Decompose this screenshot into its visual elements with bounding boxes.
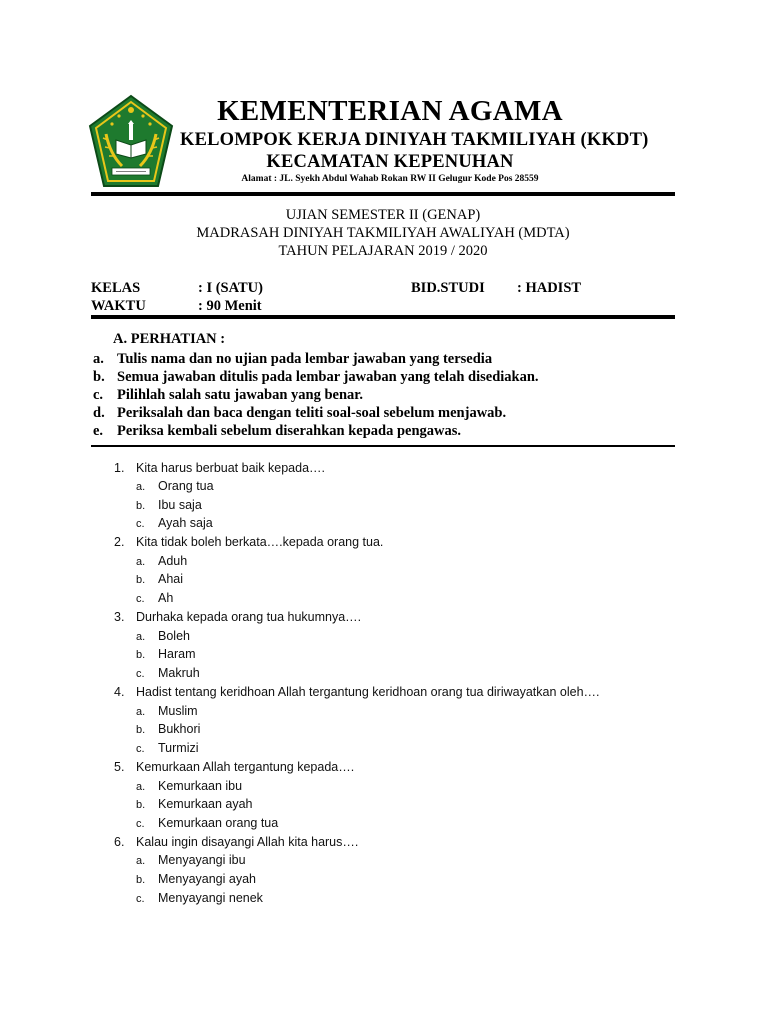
bid-studi-label: BID.STUDI xyxy=(411,280,485,296)
answer-option xyxy=(136,779,242,793)
option-text: Muslim xyxy=(158,704,198,718)
instruction-text: Semua jawaban ditulis pada lembar jawaban yang telah disediakan. xyxy=(117,369,539,385)
question-text: Kita tidak boleh berkata….kepada orang tua. xyxy=(136,535,384,549)
ministry-title: KEMENTERIAN AGAMA xyxy=(217,95,563,127)
answer-option xyxy=(136,666,200,680)
option-text: Haram xyxy=(158,647,196,661)
answer-option xyxy=(136,704,198,718)
instruction-item xyxy=(93,369,539,386)
option-letter: a. xyxy=(136,781,146,793)
instruction-text: Pilihlah salah satu jawaban yang benar. xyxy=(117,387,364,403)
kelas-label: KELAS xyxy=(91,280,141,296)
exam-title: UJIAN SEMESTER II (GENAP) xyxy=(285,207,481,223)
option-letter: c. xyxy=(136,518,145,530)
kementerian-agama-logo xyxy=(88,94,174,190)
question xyxy=(114,760,354,774)
answer-option xyxy=(136,629,190,643)
question-text: Durhaka kepada orang tua hukumnya…. xyxy=(136,610,362,624)
option-letter: b. xyxy=(136,874,146,886)
option-letter: a. xyxy=(136,556,146,568)
option-letter: a. xyxy=(136,706,146,718)
answer-option xyxy=(136,554,187,568)
question-number: 4. xyxy=(114,685,125,699)
instruction-letter: d. xyxy=(93,405,105,421)
question xyxy=(114,835,358,849)
question-text: Kalau ingin disayangi Allah kita harus…. xyxy=(136,835,359,849)
option-text: Ahai xyxy=(158,572,184,586)
question-number: 2. xyxy=(114,535,125,549)
answer-option xyxy=(136,891,263,905)
option-text: Kemurkaan ayah xyxy=(158,797,253,811)
option-letter: c. xyxy=(136,593,145,605)
instruction-letter: b. xyxy=(93,369,105,385)
question-text: Hadist tentang keridhoan Allah tergantung keridhoan orang tua diriwayatkan oleh…. xyxy=(136,685,600,699)
district-name: KECAMATAN KEPENUHAN xyxy=(266,152,514,172)
answer-option xyxy=(136,853,246,867)
answer-option xyxy=(136,797,253,811)
instruction-item xyxy=(93,351,492,368)
answer-option xyxy=(136,498,202,512)
instruction-text: Periksa kembali sebelum diserahkan kepada pengawas. xyxy=(117,423,462,439)
option-letter: b. xyxy=(136,724,146,736)
option-text: Aduh xyxy=(158,554,188,568)
answer-option xyxy=(136,647,196,661)
option-letter: a. xyxy=(136,631,146,643)
instruction-item xyxy=(93,423,461,440)
option-text: Ayah saja xyxy=(158,516,213,530)
option-text: Ibu saja xyxy=(158,498,202,512)
instructions-divider xyxy=(91,445,675,447)
question xyxy=(114,610,361,624)
option-letter: c. xyxy=(136,818,145,830)
question-number: 1. xyxy=(114,461,125,475)
instruction-letter: c. xyxy=(93,387,104,403)
waktu-value: : 90 Menit xyxy=(198,298,262,314)
option-text: Menyayangi ayah xyxy=(158,872,256,886)
instruction-item xyxy=(93,405,506,422)
option-text: Orang tua xyxy=(158,479,214,493)
option-text: Ah xyxy=(158,591,174,605)
option-letter: a. xyxy=(136,481,146,493)
bid-studi-value: : HADIST xyxy=(517,280,582,296)
question xyxy=(114,461,325,475)
school-name: MADRASAH DINIYAH TAKMILIYAH AWALIYAH (MDTA) xyxy=(196,225,570,241)
option-letter: c. xyxy=(136,743,145,755)
option-text: Kemurkaan ibu xyxy=(158,779,243,793)
question-number: 3. xyxy=(114,610,125,624)
option-letter: b. xyxy=(136,649,146,661)
question-text: Kemurkaan Allah tergantung kepada…. xyxy=(136,760,355,774)
instruction-letter: e. xyxy=(93,423,104,439)
question-text: Kita harus berbuat baik kepada…. xyxy=(136,461,326,475)
instruction-letter: a. xyxy=(93,351,104,367)
option-text: Bukhori xyxy=(158,722,201,736)
question-number: 5. xyxy=(114,760,125,774)
answer-option xyxy=(136,741,199,755)
instruction-item xyxy=(93,387,363,404)
option-letter: c. xyxy=(136,893,145,905)
kelas-value: : I (SATU) xyxy=(198,280,263,296)
option-letter: b. xyxy=(136,574,146,586)
answer-option xyxy=(136,722,200,736)
waktu-label: WAKTU xyxy=(91,298,146,314)
answer-option xyxy=(136,872,256,886)
answer-option xyxy=(136,591,173,605)
answer-option xyxy=(136,816,278,830)
instruction-text: Tulis nama dan no ujian pada lembar jawaban yang tersedia xyxy=(117,351,493,367)
option-text: Turmizi xyxy=(158,741,199,755)
answer-option xyxy=(136,479,214,493)
academic-year: TAHUN PELAJARAN 2019 / 2020 xyxy=(278,243,488,259)
option-letter: c. xyxy=(136,668,145,680)
option-text: Kemurkaan orang tua xyxy=(158,816,279,830)
question xyxy=(114,685,600,699)
question-number: 6. xyxy=(114,835,125,849)
option-letter: a. xyxy=(136,855,146,867)
answer-option xyxy=(136,516,213,530)
organization-name: KELOMPOK KERJA DINIYAH TAKMILIYAH (KKDT) xyxy=(180,130,649,150)
option-letter: b. xyxy=(136,799,146,811)
option-text: Boleh xyxy=(158,629,190,643)
header-divider xyxy=(91,192,675,196)
option-text: Menyayangi ibu xyxy=(158,853,246,867)
option-letter: b. xyxy=(136,500,146,512)
address-line: Alamat : JL. Syekh Abdul Wahab Rokan RW II Gelugur Kode Pos 28559 xyxy=(241,174,539,184)
question xyxy=(114,535,383,549)
meta-divider xyxy=(91,315,675,319)
instruction-text: Periksalah dan baca dengan teliti soal-soal sebelum menjawab. xyxy=(117,405,507,421)
perhatian-heading: A. PERHATIAN : xyxy=(113,331,226,347)
option-text: Menyayangi nenek xyxy=(158,891,263,905)
option-text: Makruh xyxy=(158,666,200,680)
answer-option xyxy=(136,572,183,586)
